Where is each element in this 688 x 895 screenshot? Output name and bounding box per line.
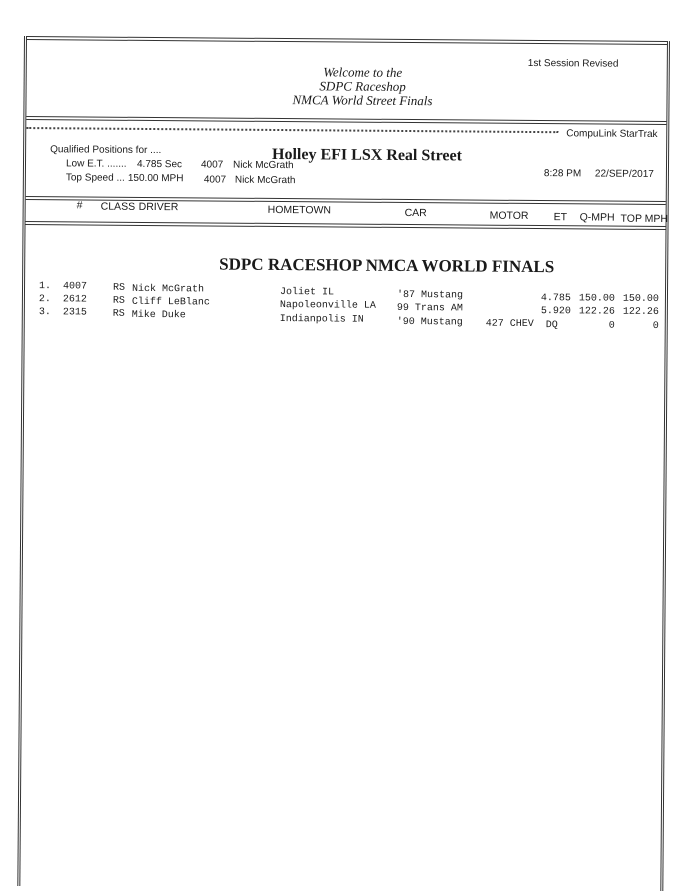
row-hometown: Joliet IL <box>279 287 335 299</box>
top-border <box>27 36 667 45</box>
row-position: 2. <box>38 294 51 306</box>
welcome-line-1: Welcome to the <box>323 64 403 80</box>
row-class: RS <box>112 308 125 320</box>
row-class: RS <box>112 282 126 294</box>
row-driver: Nick McGrath <box>131 283 205 296</box>
col-number: # <box>76 199 83 212</box>
col-driver: DRIVER <box>138 200 179 214</box>
row-hometown: Napoleonville LA <box>279 300 376 312</box>
top-speed-car: 4007 <box>203 174 227 186</box>
row-et: DQ <box>545 320 558 332</box>
column-header-bottom-rule <box>26 221 666 230</box>
low-et-label: Low E.T. ....... <box>65 158 127 170</box>
row-driver: Cliff LeBlanc <box>131 296 210 309</box>
session-note: 1st Session Revised <box>527 57 619 70</box>
results-sheet-frame <box>17 36 670 891</box>
row-top-mph: 122.26 <box>622 306 659 318</box>
col-motor: MOTOR <box>489 209 529 222</box>
row-q-mph: 122.26 <box>578 306 615 318</box>
col-hometown: HOMETOWN <box>267 203 332 217</box>
row-hometown: Indianpolis IN <box>279 314 364 326</box>
low-et-value: 4.785 Sec <box>136 158 183 171</box>
event-name: Holley EFI LSX Real Street <box>272 145 463 165</box>
col-q-mph: Q-MPH <box>579 211 615 224</box>
row-driver: Mike Duke <box>131 309 186 322</box>
row-position: 3. <box>38 307 51 319</box>
low-et-driver: Nick McGrath <box>232 159 294 172</box>
header-separator <box>26 116 666 125</box>
row-q-mph: 150.00 <box>578 293 615 305</box>
row-car: '87 Mustang <box>396 289 464 302</box>
print-time: 8:28 PM <box>543 168 582 180</box>
row-class: RS <box>112 295 125 307</box>
welcome-line-2: SDPC Raceshop <box>319 78 406 94</box>
row-q-mph: 0 <box>608 320 615 332</box>
welcome-line-3: NMCA World Street Finals <box>292 92 433 109</box>
row-car: 99 Trans AM <box>396 302 463 315</box>
row-top-mph: 150.00 <box>622 293 659 305</box>
top-speed-value: 150.00 MPH <box>127 172 184 185</box>
low-et-car: 4007 <box>200 159 224 171</box>
row-car-number: 2612 <box>62 294 87 306</box>
col-et: ET <box>553 211 568 224</box>
qualified-positions-label: Qualified Positions for .... <box>50 144 162 157</box>
row-car: '90 Mustang <box>396 316 463 329</box>
print-date: 22/SEP/2017 <box>594 168 654 180</box>
row-position: 1. <box>38 281 52 293</box>
event-banner: SDPC RACESHOP NMCA WORLD FINALS <box>219 254 555 277</box>
col-car: CAR <box>404 206 427 220</box>
row-car-number: 2315 <box>62 307 87 319</box>
row-et: 5.920 <box>540 306 571 318</box>
top-speed-label: Top Speed ... <box>65 172 125 184</box>
dotted-rule <box>26 127 558 133</box>
timing-system: CompuLink StarTrak <box>566 128 658 140</box>
col-class: CLASS <box>100 200 136 213</box>
row-motor: 427 CHEV <box>485 318 534 331</box>
row-et: 4.785 <box>540 293 571 305</box>
col-top-mph: TOP MPH <box>620 212 669 226</box>
row-top-mph: 0 <box>652 320 659 332</box>
top-speed-driver: Nick McGrath <box>234 174 296 187</box>
row-car-number: 4007 <box>62 281 88 293</box>
